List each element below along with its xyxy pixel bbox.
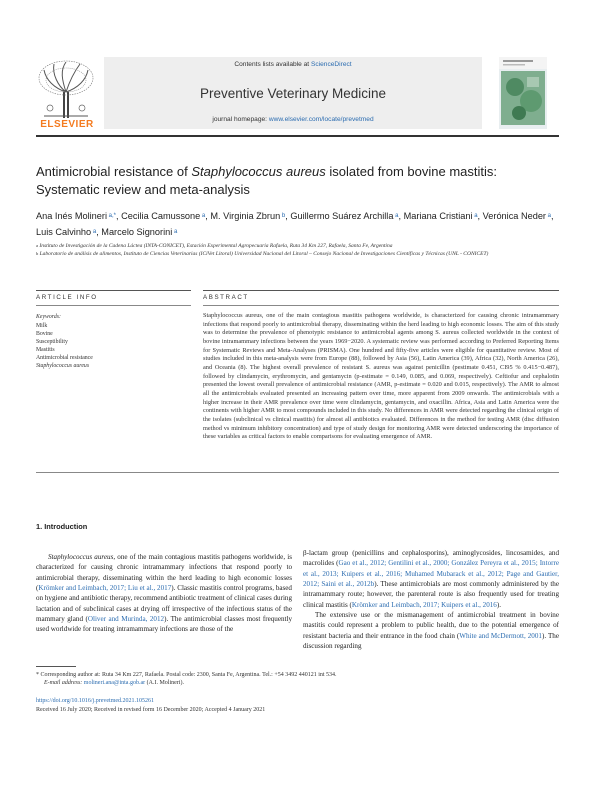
author-name: Mariana Cristiani: [403, 211, 473, 221]
paragraph-text: The extensive use or the mismanagement of antimicrobial treatment in bovine mastitis could represent a problem to public health, due to the potential emergence of resistant bacteria and their entrance in the food chain (: [303, 611, 559, 640]
author-affiliation-marker[interactable]: b: [280, 213, 286, 219]
section-heading-introduction: 1. Introduction: [36, 522, 88, 531]
contents-line: [104, 61, 482, 68]
paragraph-text: ). The discussion regarding: [303, 631, 559, 651]
abstract-bottom-rule: [36, 472, 559, 473]
footnote-rule: [36, 666, 76, 667]
author-list: [36, 208, 559, 240]
author-separator: ,: [477, 211, 483, 221]
citation-link[interactable]: Krömker and Leimbach, 2017; Kuipers et al., 2016: [351, 600, 497, 609]
author-name: Guillermo Suárez Archilla: [290, 211, 394, 221]
paragraph-text: , one of the main contagious mastitis pathogens worldwide, is characterized for causing chronic intramammary infections that respond poorly to antimicrobial therapy, disseminating within the herd leading to high economic losses (: [36, 553, 292, 593]
abstract-heading: ABSTRACT: [203, 294, 249, 301]
author-separator: ,: [205, 211, 211, 221]
abstract-rule-top: [203, 290, 559, 291]
homepage-prefix: journal homepage:: [212, 116, 269, 123]
paragraph-text: β-lactam group (penicillins and cephalosporins), aminoglycosides, lincosamides, and macrolides (: [303, 549, 559, 568]
citation-link[interactable]: Gao et al., 2012; Gentilini et al., 2000; González Pereyra et al., 2015; Intorre et al., 2013; Kuipers et al., 2016; Muhamed Mubarack et al., 2012; Page and Gautier, 2012; Saini et al., 2012b: [303, 559, 559, 589]
title-suffix: isolated from bovine mastitis: Systematic review and meta-analysis: [36, 164, 497, 197]
publisher-name: ELSEVIER: [40, 119, 94, 130]
affiliation-a-marker: a: [36, 243, 38, 248]
author-separator: ,: [398, 211, 404, 221]
affiliation-a: [36, 242, 516, 250]
affiliation-b-text: Laboratorio de análisis de alimentos, Instituto de Ciencias Veterinarias (ICiVet Litoral) Universidad Nacional del Litoral – Consejo Nacional de Investigaciones Científicas y Técnicas (UNL - CONICET): [39, 251, 489, 257]
citation-link[interactable]: Oliver and Murinda, 2012: [87, 615, 165, 624]
author-name: Cecilia Camussone: [121, 211, 201, 221]
article-info-heading: ARTICLE INFO: [36, 294, 98, 301]
header-divider: [36, 135, 559, 137]
journal-cover-image: [499, 57, 547, 129]
author[interactable]: [290, 211, 398, 221]
affiliation-b: [36, 250, 516, 258]
author[interactable]: [101, 227, 177, 237]
journal-homepage-link[interactable]: www.elsevier.com/locate/prevetmed: [268, 116, 374, 123]
keyword: Bovine: [36, 331, 53, 337]
keyword: Susceptibility: [36, 339, 68, 345]
keyword: Staphylococcus aureus: [36, 363, 90, 369]
corresponding-line: [36, 671, 556, 679]
author-affiliation-marker[interactable]: a: [200, 213, 206, 219]
article-title: [36, 163, 559, 198]
article-info-rule-top: [36, 290, 191, 291]
email-link[interactable]: molineri.ana@inta.gob.ar: [83, 680, 146, 687]
author-affiliation-marker[interactable]: a: [172, 229, 178, 235]
citation-link[interactable]: White and McDermott, 2001: [459, 631, 542, 640]
email-suffix: (A.I. Molineri).: [145, 680, 184, 687]
paragraph: [303, 548, 559, 610]
affiliation-b-marker: b: [36, 251, 39, 256]
contents-prefix: Contents lists available at: [234, 61, 311, 68]
author[interactable]: [404, 211, 478, 221]
abstract-text: Staphylococcus aureus, one of the main contagious mastitis pathogens worldwide, is characterized for causing chronic intramammary infections that respond poorly to antimicrobial therapy, disseminating within the herd leading to high economic losses. The aim of this study was to determine the prevalence of phenotypic resistance to antimicrobial agents among S. aureus collected worldwide in the context of bovine intramammary infections between the years 1969−2020. A systematic review was performed according to Preferred Reporting Items for Systematic Reviews and Meta-Analyses (PRISMA). One hundred and fifty-five articles were eligible for quantitative review. Most of studies included in this meta-analysis were from Europe (88), followed by Asia (56), Latin America (39), Africa (32), North America (26), and Oceania (8). The highest overall prevalence of resistant S. aureus was against penicillin (pestimate 0.451, CI95 % 0.415−0.487), followed by clindamycin, erythromycin, and gentamycin (p-estimate = 0.149, 0.085, and 0.069, respectively). Ceftiofur and cephalotin presented the lowest overall prevalence of antimicrobial resistance (AMR, p-estimate = 0.020 and 0.015, respectively). The AMR to almost all the antimicrobials evaluated presented an increasing pattern over time, more apparent from 2009 onwards. The antimicrobials with a higher increase in their AMR prevalence over time were clindamycin, gentamycin, and oxacillin. Africa, Asia and Latin America were the continents with higher AMR to most compounds included in this study. No differences in AMR were detected regarding the clinical origin of the isolates (subclinical vs clinical mastitis) for almost all antibiotics evaluated. Differences in the method for testing AMR (disc diffusion method vs minimum inhibitory concentration) and type of study design for monitoring AMR were detected underscoring the importance of these variables as critical factors to enable comparisons for evaluating emergence of AMR.: [203, 312, 559, 441]
keyword: Milk: [36, 323, 48, 329]
author-affiliation-marker[interactable]: a: [393, 213, 399, 219]
paragraph-text: ). These antimicrobials are most commonly administered by the intramammary route; however, the parenteral route is also frequently used for treating clinical mastitis (: [303, 580, 559, 609]
citation-link[interactable]: Krömker and Leimbach, 2017; Liu et al., 2017: [38, 584, 172, 593]
body-column-right: [303, 548, 559, 651]
author-name: Marcelo Signorini: [101, 227, 173, 237]
author[interactable]: [483, 211, 551, 221]
author-separator: ,: [285, 211, 291, 221]
title-prefix: Antimicrobial resistance of: [36, 164, 192, 179]
author-separator: ,: [96, 227, 102, 237]
sciencedirect-link[interactable]: ScienceDirect: [310, 61, 352, 68]
author-name: M. Virginia Zbrun: [210, 211, 281, 221]
abstract-rule: [203, 305, 559, 306]
keywords-label: Keywords:: [36, 314, 61, 320]
author-name: Luis Calvinho: [36, 227, 92, 237]
body-column-left: [36, 552, 292, 635]
affiliation-a-text: Instituto de Investigación de la Cadena Láctea (INTA-CONICET), Estación Experimental Agropecuaria Rafaela, Ruta 34 Km 227, Rafaela, Santa Fe, Argentina: [39, 243, 393, 249]
author[interactable]: [36, 211, 116, 221]
keyword: Mastitis: [36, 347, 55, 353]
paragraph-text: ).: [496, 600, 501, 609]
affiliations: [36, 242, 516, 258]
paragraph: [303, 610, 559, 651]
author-affiliation-marker[interactable]: a: [546, 213, 552, 219]
corresponding-author-footnote: [36, 671, 556, 687]
author-affiliation-marker[interactable]: a,*: [106, 213, 116, 219]
article-info-rule: [36, 305, 191, 306]
author[interactable]: [210, 211, 285, 221]
author-affiliation-marker[interactable]: a: [91, 229, 97, 235]
author-separator: ,: [116, 211, 122, 221]
author-name: Verónica Neder: [482, 211, 546, 221]
elsevier-tree-logo: [36, 58, 96, 128]
received-dates: Received 16 July 2020; Received in revised form 16 December 2020; Accepted 4 January 2021: [36, 707, 266, 713]
author-name: Ana Inés Molineri: [36, 211, 107, 221]
keywords-list: [36, 322, 93, 370]
homepage-line: [104, 116, 482, 123]
paragraph: [36, 552, 292, 635]
doi-link[interactable]: https://doi.org/10.1016/j.prevetmed.2021.105261: [36, 698, 155, 704]
email-line: [36, 679, 556, 687]
keyword: Antimicrobial resistance: [36, 355, 93, 361]
asterisk-marker: *: [36, 672, 41, 678]
species-name: Staphylococcus aureus: [48, 553, 114, 561]
author-separator: ,: [551, 211, 554, 221]
corresponding-text: Corresponding author at: Ruta 34 Km 227, Rafaela. Postal code: 2300, Santa Fe, Argentina. Tel.: +54 3492 440121 int 534.: [40, 672, 337, 678]
title-species: Staphylococcus aureus: [191, 164, 326, 179]
author[interactable]: [36, 227, 96, 237]
journal-name: Preventive Veterinary Medicine: [199, 86, 387, 101]
paragraph-text: ). The antimicrobial classes most frequently used worldwide for treating intramammary infections are those of the: [36, 615, 293, 634]
author[interactable]: [121, 211, 205, 221]
email-label: E-mail address:: [44, 680, 84, 687]
paragraph-text: ). Classic mastitis control programs, based on hygiene and antibiotic therapy, recommend antibiotic treatment of clinical cases during lactation and of subclinical cases at drying off irrespective of the infectious status of the mammary gland (: [36, 584, 293, 624]
author-affiliation-marker[interactable]: a: [472, 213, 478, 219]
